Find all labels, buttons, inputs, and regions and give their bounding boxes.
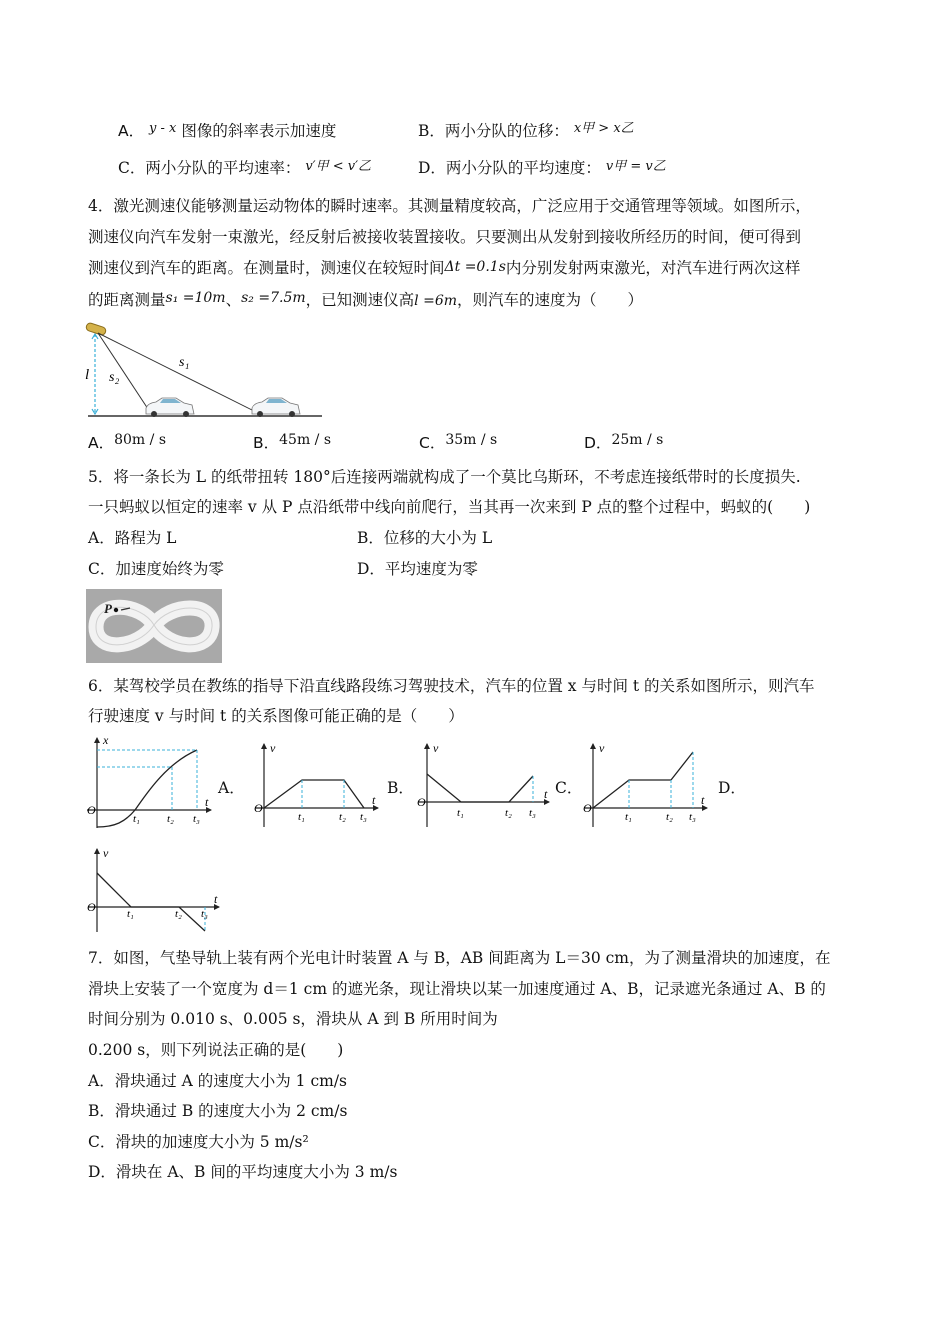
xt-t3: t₃ — [193, 813, 200, 825]
q4-option-c-value: 35m / s — [445, 432, 498, 448]
q4-stem-line1: 4．激光测速仪能够测量运动物体的瞬时速率。其测量精度较高，广泛应用于交通管理等领域。如图所示， — [88, 197, 811, 215]
a-t2: t₂ — [339, 811, 346, 823]
label-s1: s₁ — [179, 355, 190, 370]
a-axis-v: v — [270, 741, 276, 755]
q7-stem-line4: 0.200 s，则下列说法正确的是( ) — [88, 1041, 344, 1059]
q4-line3-text-b: 内分别发射两束激光，对汽车进行两次这样 — [505, 259, 801, 277]
label-p: P — [104, 601, 112, 616]
point-p-marker — [114, 608, 118, 612]
q3-option-a-text: 图像的斜率表示加速度 — [181, 122, 337, 140]
q4-line4-math-s2: s₂ =7.5m — [241, 290, 306, 306]
d-axis-v: v — [103, 846, 109, 860]
q6-option-c-graph[interactable] — [581, 740, 711, 828]
q4-option-b[interactable] — [253, 433, 331, 454]
q5-stem-line1: 5．将一条长为 L 的纸带扭转 180°后连接两端就构成了一个莫比乌斯环，不考虑连接纸带时的长度损失. — [88, 468, 801, 486]
q5-option-d[interactable]: D．平均速度为零 — [357, 560, 478, 578]
q5-option-c[interactable]: C．加速度始终为零 — [88, 560, 224, 578]
q6-option-c-label[interactable]: C． — [555, 779, 583, 797]
c-origin: O — [583, 801, 592, 815]
label-s2: s₂ — [109, 370, 120, 385]
q3-option-b-math: x甲 > x乙 — [573, 121, 634, 136]
car-icon-far — [252, 398, 300, 417]
q7-stem-line3: 时间分别为 0.010 s、0.005 s，滑块从 A 到 B 所用时间为 — [88, 1010, 498, 1028]
b-t1: t₁ — [457, 807, 464, 819]
d-origin: O — [87, 900, 96, 914]
q4-option-c-label: C． — [419, 434, 446, 452]
a-t1: t₁ — [298, 811, 305, 823]
q4-stem-line4 — [88, 290, 643, 311]
q4-option-c[interactable] — [419, 433, 497, 454]
q4-option-b-label: B． — [253, 434, 280, 452]
d-t3: t₃ — [201, 908, 208, 920]
q7-option-d[interactable]: D．滑块在 A、B 间的平均速度大小为 3 m/s — [88, 1163, 398, 1181]
q6-option-a-graph[interactable] — [252, 740, 382, 828]
q5-option-a[interactable]: A．路程为 L — [88, 529, 177, 547]
q3-option-b-text: B．两小分队的位移： — [418, 122, 569, 140]
q6-option-b-label[interactable]: B． — [387, 779, 414, 797]
q6-option-d-label[interactable]: D． — [718, 779, 746, 797]
q6-stem-line2: 行驶速度 v 与时间 t 的关系图像可能正确的是（ ） — [88, 707, 464, 725]
q5-option-b[interactable]: B．位移的大小为 L — [357, 529, 493, 547]
xt-axis-t: t — [205, 795, 209, 809]
q3-option-a-label: A． — [118, 122, 145, 140]
b-t3: t₃ — [529, 807, 536, 819]
q4-line3-text-a: 测速仪到汽车的距离。在测量时，测速仪在较短时间 — [88, 259, 445, 277]
laser-sensor-icon — [85, 322, 106, 336]
q4-line4-text-a: 的距离测量 — [88, 291, 166, 309]
q4-stem-line3 — [88, 258, 800, 279]
s2-beam — [98, 333, 150, 412]
q3-option-d-text: D．两小分队的平均速度： — [418, 159, 601, 177]
q7-option-c[interactable]: C．滑块的加速度大小为 5 m/s² — [88, 1133, 309, 1151]
xt-t2: t₂ — [167, 813, 174, 825]
c-axis-t: t — [701, 793, 705, 807]
q4-line4-math-l: l =6m — [414, 293, 457, 309]
q4-line4-text-b: 、 — [225, 291, 242, 309]
label-l: l — [85, 367, 90, 383]
q4-stem-line2: 测速仪向汽车发射一束激光，经反射后被接收装置接收。只要测出从发射到接收所经历的时间，便可得到 — [88, 228, 802, 246]
q3-option-c[interactable] — [118, 158, 371, 180]
q3-option-b[interactable] — [418, 121, 634, 143]
q3-option-a[interactable] — [118, 121, 336, 143]
q3-option-d[interactable] — [418, 158, 666, 180]
q4-option-a-value: 80m / s — [114, 432, 167, 448]
q6-option-b-graph[interactable] — [415, 740, 555, 828]
b-t2: t₂ — [505, 807, 512, 819]
q4-line4-math-s1: s₁ =10m — [165, 290, 226, 306]
q7-stem-line2: 滑块上安装了一个宽度为 d＝1 cm 的遮光条，现让滑块以某一加速度通过 A、B，记录遮光条通过 A、B 的 — [88, 980, 826, 998]
q4-option-d-value: 25m / s — [611, 432, 664, 448]
q6-option-d-graph[interactable] — [85, 845, 225, 933]
q4-option-b-value: 45m / s — [279, 432, 332, 448]
q6-stem-line1: 6．某驾校学员在教练的指导下沿直线路段练习驾驶技术，汽车的位置 x 与时间 t 的关系如图所示，则汽车 — [88, 677, 815, 695]
q3-option-c-math: v′甲 < v′乙 — [305, 159, 372, 174]
q5-mobius-figure — [86, 589, 222, 663]
d-t2: t₂ — [175, 908, 182, 920]
a-axis-t: t — [372, 793, 376, 807]
c-t3: t₃ — [689, 811, 696, 823]
q7-stem-line1: 7．如图，气垫导轨上装有两个光电计时装置 A 与 B，AB 间距离为 L＝30 cm，为了测量滑块的加速度，在 — [88, 949, 831, 967]
b-origin: O — [417, 795, 426, 809]
q4-line4-text-d: ，则汽车的速度为（ ） — [457, 291, 644, 309]
c-axis-v: v — [599, 741, 605, 755]
d-t1: t₁ — [127, 908, 134, 920]
q6-option-a-label[interactable]: A． — [218, 779, 245, 797]
q3-option-a-math: y - x — [149, 121, 177, 136]
q7-option-b[interactable]: B．滑块通过 B 的速度大小为 2 cm/s — [88, 1102, 348, 1120]
a-origin: O — [254, 801, 263, 815]
q3-option-c-text: C．两小分队的平均速率： — [118, 159, 301, 177]
q3-option-d-math: v甲 = v乙 — [605, 159, 666, 174]
d-axis-t: t — [214, 892, 218, 906]
q4-laser-figure — [84, 322, 324, 422]
xt-axis-x: x — [103, 734, 109, 747]
q4-option-a[interactable] — [88, 433, 166, 454]
c-t1: t₁ — [625, 811, 632, 823]
q7-option-a[interactable]: A．滑块通过 A 的速度大小为 1 cm/s — [88, 1072, 348, 1090]
q4-option-d[interactable] — [584, 433, 663, 454]
q4-line3-math: Δt =0.1s — [444, 259, 506, 275]
b-axis-t: t — [544, 787, 548, 801]
b-axis-v: v — [433, 741, 439, 755]
q5-stem-line2: 一只蚂蚁以恒定的速率 v 从 P 点沿纸带中线向前爬行，当其再一次来到 P 点的整个过程中，蚂蚁的( ) — [88, 498, 811, 516]
xt-t1: t₁ — [133, 813, 140, 825]
q4-option-a-label: A． — [88, 434, 115, 452]
q6-xt-graph — [85, 734, 215, 829]
q4-line4-text-c: ，已知测速仪高 — [305, 291, 415, 309]
xt-origin: O — [87, 803, 96, 817]
a-t3: t₃ — [360, 811, 367, 823]
q4-option-d-label: D． — [584, 434, 612, 452]
car-icon-near — [146, 398, 194, 417]
c-t2: t₂ — [666, 811, 673, 823]
